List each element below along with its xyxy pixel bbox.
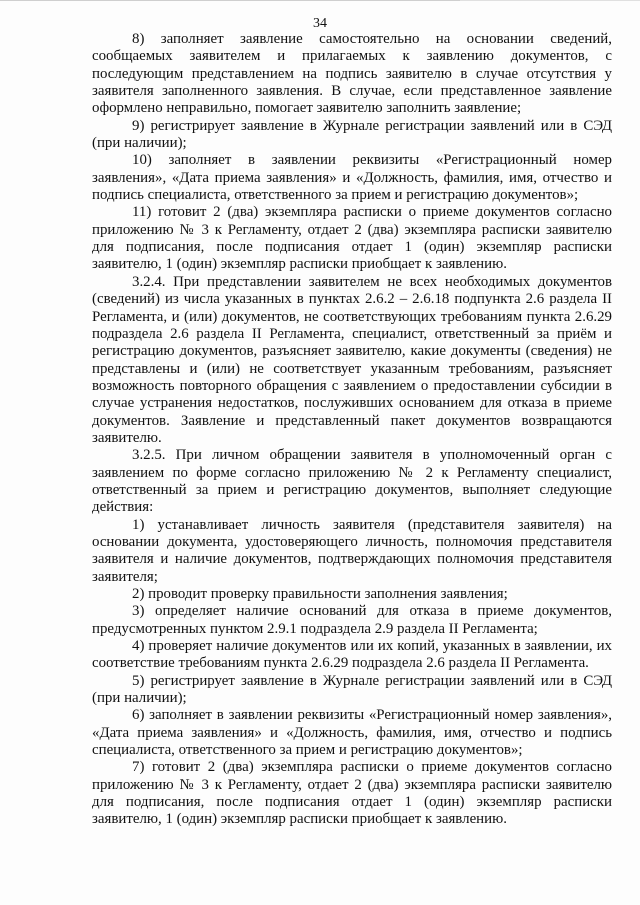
paragraph: 3.2.4. При представлении заявителем не всех необходимых документов (сведений) из числа указанных в пунктах 2.6.2 – 2.6.18 подпункта 2.6 раздела II Регламента, и (или) документов, не соответствующих требованиям пункта 2.6.29 подраздела 2.6 раздела II Регламента, специалист, ответственный за приём и регистрацию документов, разъясняет заявителю, какие документы (сведения) не представлены и (или) не соответствует указанным требованиям, разъясняет возможность повторного обращения с заявлением о предоставлении субсидии в случае устранения недостатков, послуживших основанием для отказа в приеме документов. Заявление и представленный пакет документов возвращаются заявителю. [92, 273, 612, 446]
paragraph: 1) устанавливает личность заявителя (представителя заявителя) на основании документа, удостоверяющего личность, полномочия представителя заявителя и наличие документов, подтверждающих полномочия представителя заявителя; [92, 516, 612, 585]
paragraph: 2) проводит проверку правильности заполнения заявления; [132, 586, 508, 602]
paragraph: 10) заполняет в заявлении реквизиты «Регистрационный номер заявления», «Дата приема заявления» и «Должность, фамилия, имя, отчество и подпись специалиста, ответственного за прием и регистрацию документов»; [92, 152, 612, 204]
document-body [92, 31, 612, 829]
paragraph: 8) заполняет заявление самостоятельно на основании сведений, сообщаемых заявителем и прилагаемых к заявлению документов, с последующим представлением на подпись заявителю в случае отсутствия у заявителя заполненного заявления. В случае, если представленное заявление оформлено неправильно, помогает заявителю заполнить заявление; [92, 31, 612, 117]
paragraph: 4) проверяет наличие документов или их копий, указанных в заявлении, их соответствие требованиям пункта 2.6.29 подраздела 2.6 раздела II Регламента. [92, 638, 612, 672]
scan-edge-line [0, 0, 460, 1]
paragraph: 7) готовит 2 (два) экземпляра расписки о приеме документов согласно приложению № 3 к Регламенту, отдает 2 (два) экземпляра расписки заявителю для подписания, после подписания отдает 1 (один) экземпляр расписки заявителю, 1 (один) экземпляр расписки приобщает к заявлению. [92, 759, 612, 828]
paragraph: 3) определяет наличие оснований для отказа в приеме документов, предусмотренных пунктом 2.9.1 подраздела 2.9 раздела II Регламента; [92, 603, 612, 637]
page-number: 34 [313, 16, 327, 31]
paragraph: 6) заполняет в заявлении реквизиты «Регистрационный номер заявления», «Дата приема заявления» и «Должность, фамилия, имя, отчество и подпись специалиста, ответственного за прием и регистрацию документов»; [92, 707, 612, 759]
paragraph: 5) регистрирует заявление в Журнале регистрации заявлений или в СЭД (при наличии); [92, 672, 612, 707]
paragraph: 3.2.5. При личном обращении заявителя в уполномоченный орган с заявлением по форме согласно приложению № 2 к Регламенту специалист, ответственный за прием и регистрацию документов, выполняет следующие действия: [92, 447, 612, 516]
paragraph: 9) регистрирует заявление в Журнале регистрации заявлений или в СЭД (при наличии); [92, 117, 612, 152]
paragraph: 11) готовит 2 (два) экземпляра расписки о приеме документов согласно приложению № 3 к Регламенту, отдает 2 (два) экземпляра расписки заявителю для подписания, после подписания отдает 1 (один) экземпляр расписки заявителю, 1 (один) экземпляр расписки приобщает к заявлению. [92, 204, 612, 273]
scan-edge-line-right [460, 0, 640, 1]
